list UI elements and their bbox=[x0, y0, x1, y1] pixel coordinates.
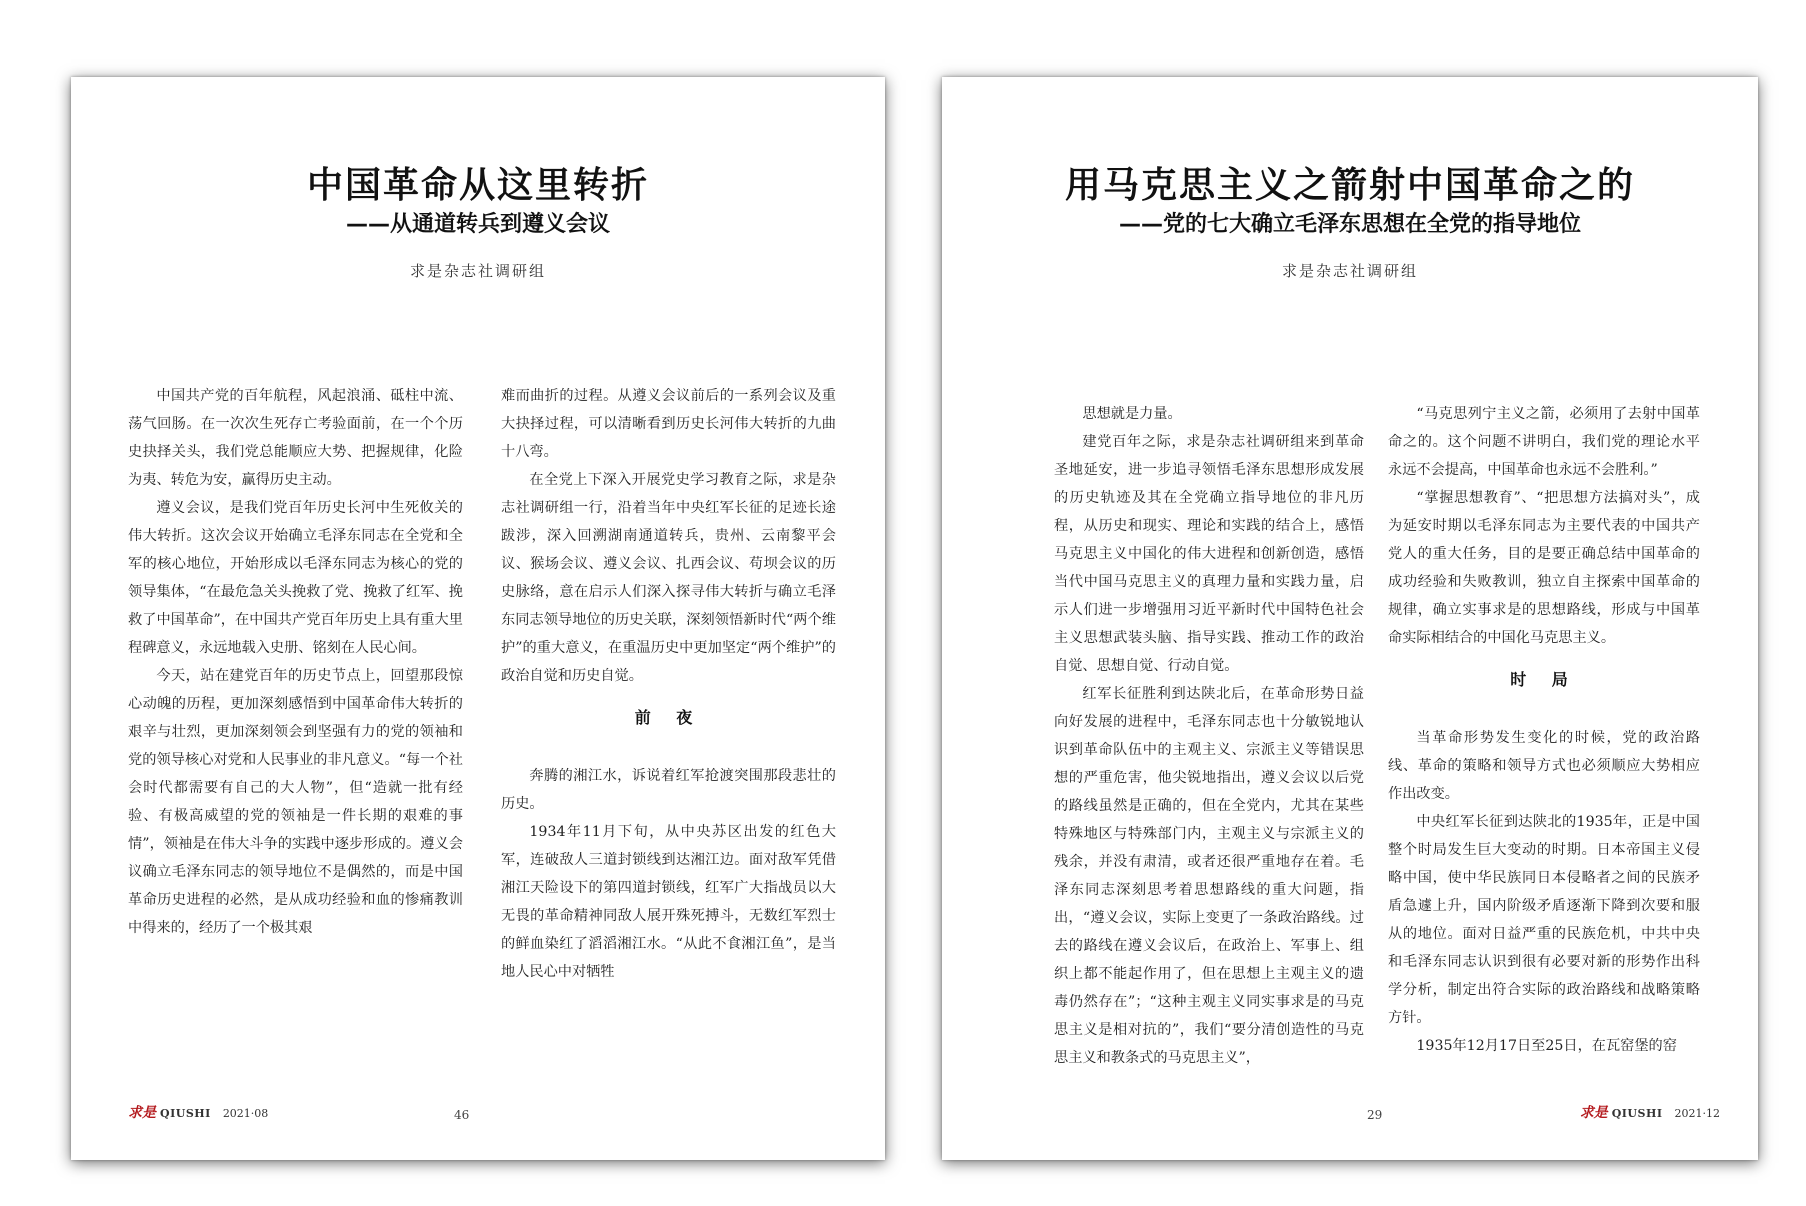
page-number: 46 bbox=[454, 1108, 470, 1122]
paragraph: 建党百年之际，求是杂志社调研组来到革命圣地延安，进一步追寻领悟毛泽东思想形成发展的历史轨迹及其在全党确立指导地位的非凡历程，从历史和现实、理论和实践的结合上，感悟马克思主义中国化的伟大进程和创新创造，感悟当代中国马克思主义的真理力量和实践力量，启示人们进一步增强用习近平新时代中国特色社会主义思想武装头脑、指导实践、推动工作的政治自觉、思想自觉、行动自觉。 bbox=[1054, 434, 1364, 674]
text-column-2 bbox=[501, 382, 836, 986]
text-column-2 bbox=[1388, 400, 1700, 1060]
magazine-page-right bbox=[942, 77, 1758, 1160]
paragraph: 在全党上下深入开展党史学习教育之际，求是杂志社调研组一行，沿着当年中央红军长征的足迹长途跋涉，深入回溯湖南通道转兵，贵州、云南黎平会议、猴场会议、遵义会议、扎西会议、苟坝会议的历史脉络，意在启示人们深入探寻伟大转折与确立毛泽东同志领导地位的历史关联，深刻领悟新时代“两个维护”的重大意义，在重温历史中更加坚定“两个维护”的政治自觉和历史自觉。 bbox=[501, 472, 836, 684]
issue-number: 2021·12 bbox=[1674, 1107, 1720, 1120]
qiushi-logo: 求是 bbox=[1579, 1105, 1608, 1121]
paragraph: 思想就是力量。 bbox=[1082, 406, 1182, 422]
paragraph: 1935年12月17日至25日，在瓦窑堡的窑 bbox=[1416, 1038, 1677, 1054]
magazine-brand: QIUSHI bbox=[160, 1107, 211, 1120]
page-footer bbox=[128, 1102, 268, 1122]
paragraph: 遵义会议，是我们党百年历史长河中生死攸关的伟大转折。这次会议开始确立毛泽东同志在全党和全军的核心地位，开始形成以毛泽东同志为核心的党的领导集体，“在最危急关头挽救了党、挽救了红军、挽救了中国革命”，在中国共产党百年历史上具有重大里程碑意义，永远地载入史册、铭刻在人民心间。 bbox=[128, 500, 463, 656]
paragraph: 奔腾的湘江水，诉说着红军抢渡突围那段悲壮的历史。 bbox=[501, 768, 836, 812]
article-subtitle: ——党的七大确立毛泽东思想在全党的指导地位 bbox=[1118, 212, 1581, 237]
article-subtitle: ——从通道转兵到遵义会议 bbox=[345, 212, 610, 237]
page-number: 29 bbox=[1367, 1108, 1383, 1122]
page-footer bbox=[1580, 1102, 1720, 1122]
paragraph: 1934年11月下旬，从中央苏区出发的红色大军，连破敌人三道封锁线到达湘江边。面对敌军凭借湘江天险设下的第四道封锁线，红军广大指战员以大无畏的革命精神同敌人展开殊死搏斗，无数红军烈士的鲜血染红了滔滔湘江水。“从此不食湘江鱼”，是当地人民心中对牺牲 bbox=[501, 824, 836, 980]
paragraph: 当革命形势发生变化的时候，党的政治路线、革命的策略和领导方式也必须顺应大势相应作出改变。 bbox=[1388, 730, 1700, 802]
qiushi-logo: 求是 bbox=[128, 1105, 156, 1121]
magazine-page-left bbox=[71, 77, 885, 1160]
article-byline: 求是杂志社调研组 bbox=[1281, 262, 1418, 280]
article-byline: 求是杂志社调研组 bbox=[409, 262, 546, 280]
paragraph: 难而曲折的过程。从遵义会议前后的一系列会议及重大抉择过程，可以清晰看到历史长河伟大转折的九曲十八弯。 bbox=[501, 388, 836, 460]
paragraph: 今天，站在建党百年的历史节点上，回望那段惊心动魄的历程，更加深刻感悟到中国革命伟大转折的艰辛与壮烈，更加深刻领会到坚强有力的党的领袖和党的领导核心对党和人民事业的非凡意义。“每一个社会时代都需要有自己的大人物”，但“造就一批有经验、有极高威望的党的领袖是一件长期的艰难的事情”，领袖是在伟大斗争的实践中逐步形成的。遵义会议确立毛泽东同志的领导地位不是偶然的，而是中国革命历史进程的必然，是从成功经验和血的惨痛教训中得来的，经历了一个极其艰 bbox=[128, 668, 463, 936]
paragraph: “掌握思想教育”、“把思想方法搞对头”，成为延安时期以毛泽东同志为主要代表的中国共产党人的重大任务，目的是要正确总结中国革命的成功经验和失败教训，独立自主探索中国革命的规律，确立实事求是的思想路线，形成与中国革命实际相结合的中国化马克思主义。 bbox=[1388, 490, 1700, 646]
paragraph: 中国共产党的百年航程，风起浪涌、砥柱中流、荡气回肠。在一次次生死存亡考验面前，在一个个历史抉择关头，我们党总能顺应大势、把握规律，化险为夷、转危为安，赢得历史主动。 bbox=[128, 388, 463, 488]
text-column-1 bbox=[128, 382, 463, 942]
section-heading: 时 局 bbox=[1510, 670, 1578, 689]
issue-number: 2021·08 bbox=[222, 1107, 269, 1120]
paragraph: 红军长征胜利到达陕北后，在革命形势日益向好发展的进程中，毛泽东同志也十分敏锐地认识到革命队伍中的主观主义、宗派主义等错误思想的严重危害，他尖锐地指出，遵义会议以后党的路线虽然是正确的，但在全党内，尤其在某些特殊地区与特殊部门内，主观主义与宗派主义的残余，并没有肃清，或者还很严重地存在着。毛泽东同志深刻思考着思想路线的重大问题，指出，“遵义会议，实际上变更了一条政治路线。过去的路线在遵义会议后，在政治上、军事上、组织上都不能起作用了，但在思想上主观主义的遗毒仍然存在”；“这种主观主义同实事求是的马克思主义是相对抗的”，我们“要分清创造性的马克思主义和教条式的马克思主义”， bbox=[1054, 686, 1364, 1066]
text-column-1 bbox=[1054, 400, 1364, 1072]
magazine-brand: QIUSHI bbox=[1611, 1107, 1663, 1120]
paragraph: “马克思列宁主义之箭，必须用了去射中国革命之的。这个问题不讲明白，我们党的理论水平永远不会提高，中国革命也永远不会胜利。” bbox=[1388, 406, 1700, 478]
article-title: 用马克思主义之箭射中国革命之的 bbox=[1064, 165, 1635, 206]
paragraph: 中央红军长征到达陕北的1935年，正是中国整个时局发生巨大变动的时期。日本帝国主义侵略中国，使中华民族同日本侵略者之间的民族矛盾急遽上升，国内阶级矛盾逐渐下降到次要和服从的地位。面对日益严重的民族危机，中共中央和毛泽东同志认识到很有必要对新的形势作出科学分析，制定出符合实际的政治路线和战略策略方针。 bbox=[1388, 814, 1700, 1026]
article-title: 中国革命从这里转折 bbox=[306, 165, 649, 206]
section-heading: 前 夜 bbox=[634, 708, 703, 727]
